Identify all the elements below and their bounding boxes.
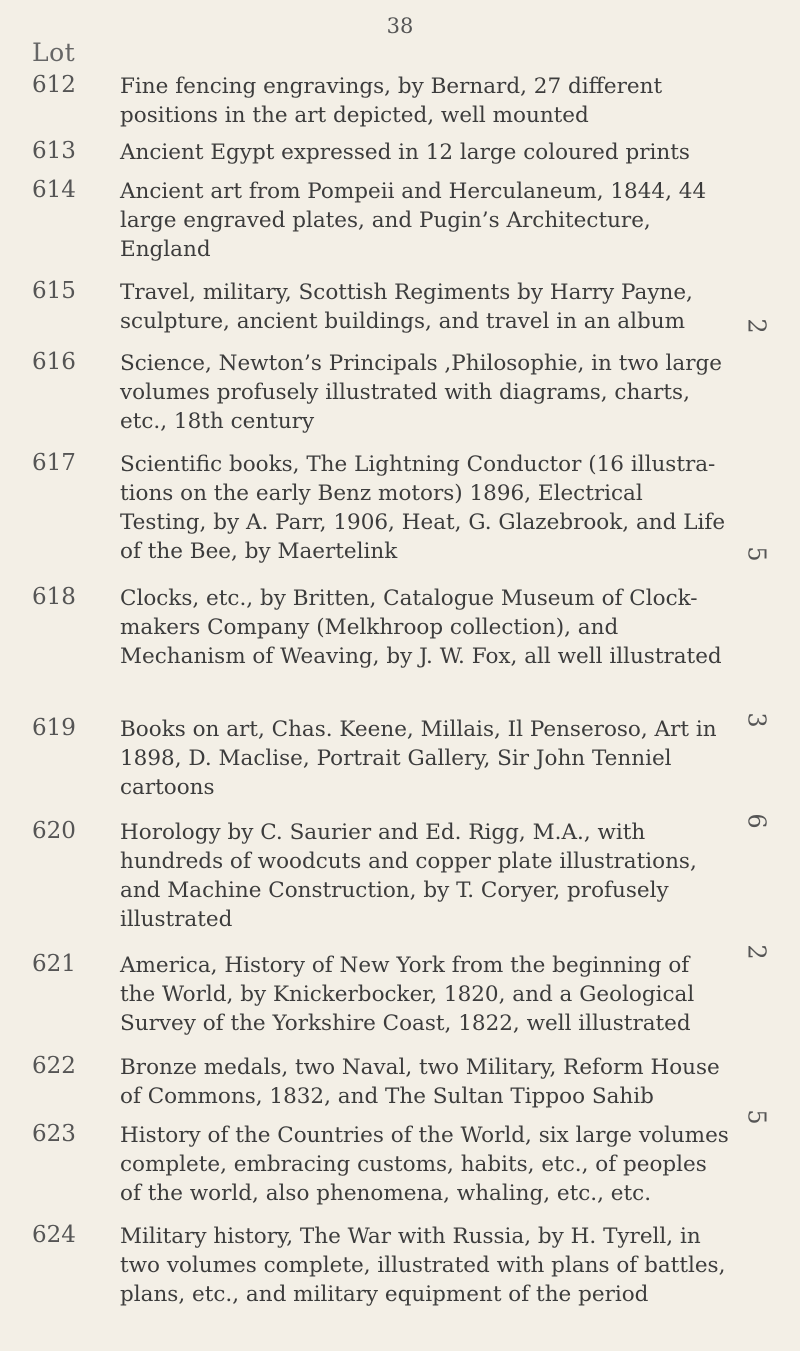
- lot-column-header: Lot: [32, 38, 76, 67]
- page-number: 38: [386, 14, 414, 38]
- lot-number: 617: [32, 450, 76, 476]
- lot-description: History of the Countries of the World, six large volumes complete, embracing customs, habits, etc., of peoples of the world, also phenomena, whaling, etc., etc.: [120, 1123, 729, 1206]
- lot-number: 613: [32, 138, 76, 164]
- lot-number: 620: [32, 818, 76, 844]
- lot-number: 622: [32, 1053, 76, 1079]
- lot-number: 621: [32, 951, 76, 977]
- lot-number: 615: [32, 278, 76, 304]
- lot-description: Clocks, etc., by Britten, Catalogue Museum of Clock- makers Company (Melkhroop collection), and Mechanism of Weaving, by J. W. Fox, all well illustrated: [120, 586, 722, 669]
- lot-number: 614: [32, 177, 76, 203]
- lot-description: Ancient art from Pompeii and Herculaneum, 1844, 44 large engraved plates, and Pugin’s Architecture, England: [120, 179, 707, 262]
- lot-description: America, History of New York from the beginning of the World, by Knickerbocker, 1820, and a Geological Survey of the Yorkshire Coast, 1822, well illustrated: [120, 953, 695, 1036]
- lot-number: 624: [32, 1222, 76, 1248]
- lot-description: Horology by C. Saurier and Ed. Rigg, M.A., with hundreds of woodcuts and copper plate illustrations, and Machine Construction, by T. Coryer, profusely illustrated: [120, 820, 697, 932]
- lot-quantity: 2: [742, 944, 771, 960]
- lot-quantity: 5: [742, 546, 771, 562]
- lot-description: Scientific books, The Lightning Conductor (16 illustra- tions on the early Benz motors) 1896, Electrical Testing, by A. Parr, 1906, Heat, G. Glazebrook, and Life of the Bee, by Maertelink: [120, 452, 726, 564]
- lot-description: Fine fencing engravings, by Bernard, 27 different positions in the art depicted, well mounted: [120, 74, 663, 128]
- lot-description: Ancient Egypt expressed in 12 large coloured prints: [120, 140, 690, 165]
- lot-quantity: 2: [742, 318, 771, 334]
- lot-number: 612: [32, 72, 76, 98]
- lot-description: Travel, military, Scottish Regiments by Harry Payne, sculpture, ancient buildings, and travel in an album: [120, 280, 693, 334]
- lot-number: 619: [32, 715, 76, 741]
- lot-description: Science, Newton’s Principals ,Philosophie, in two large volumes profusely illustrated with diagrams, charts, etc., 18th century: [120, 351, 722, 434]
- lot-quantity: 3: [742, 712, 771, 728]
- lot-number: 618: [32, 584, 76, 610]
- lot-number: 616: [32, 349, 76, 375]
- lot-quantity: 6: [742, 813, 771, 829]
- lot-description: Books on art, Chas. Keene, Millais, Il Penseroso, Art in 1898, D. Maclise, Portrait Gallery, Sir John Tenniel cartoons: [120, 717, 717, 800]
- lot-quantity: 5: [742, 1109, 771, 1125]
- lot-description: Military history, The War with Russia, by H. Tyrell, in two volumes complete, illustrated with plans of battles, plans, etc., and military equipment of the period: [120, 1224, 726, 1307]
- lot-description: Bronze medals, two Naval, two Military, Reform House of Commons, 1832, and The Sultan Tippoo Sahib: [120, 1055, 720, 1109]
- lot-number: 623: [32, 1121, 76, 1147]
